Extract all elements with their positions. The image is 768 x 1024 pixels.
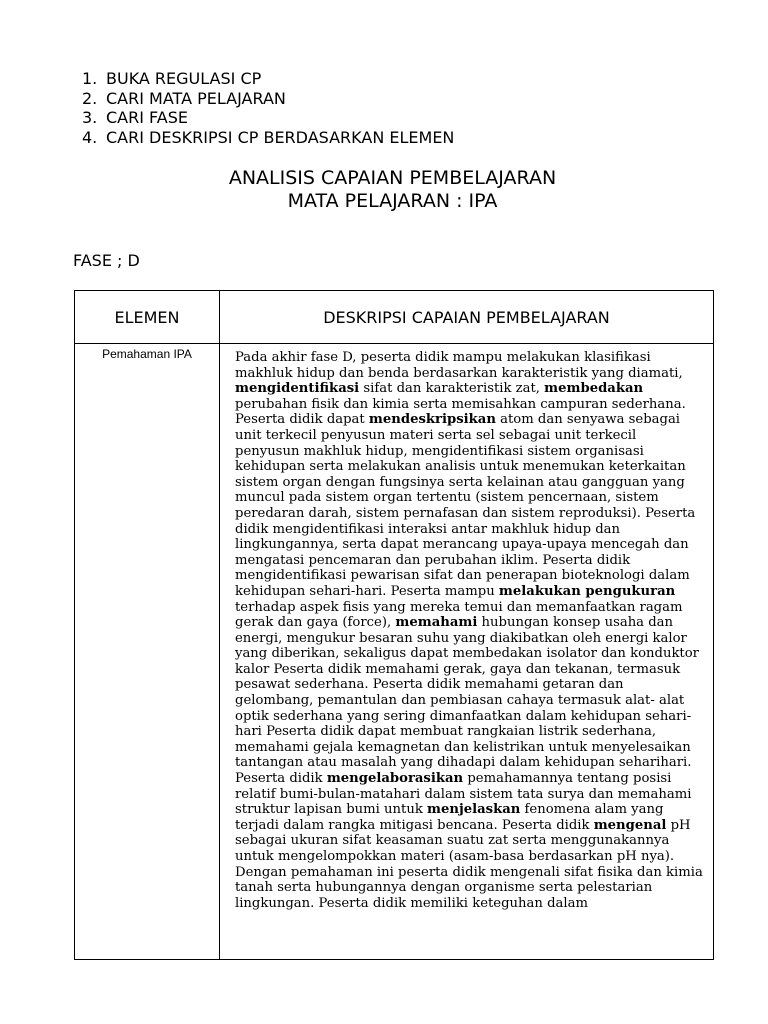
deskripsi-keyword: melakukan pengukuran [498, 583, 676, 599]
fase-label: FASE ; D [73, 251, 140, 270]
step-number: 4. [82, 127, 98, 147]
elemen-cell [75, 344, 220, 960]
table-header-row [75, 291, 714, 344]
deskripsi-segment: perubahan fisik dan kimia serta memisahkan campuran sederhana. Peserta didik dapat [235, 396, 686, 428]
step-item [82, 89, 454, 109]
deskripsi-keyword: mengidentifikasi [235, 381, 360, 397]
deskripsi-keyword: memahami [395, 615, 478, 631]
deskripsi-keyword: mendeskripsikan [368, 412, 496, 428]
deskripsi-keyword: mengelaborasikan [326, 771, 464, 787]
cp-table [74, 290, 714, 960]
deskripsi-text [220, 344, 713, 959]
header-deskripsi: DESKRIPSI CAPAIAN PEMBELAJARAN [220, 291, 714, 344]
deskripsi-segment: pemahamannya tentang posisi relatif bumi-bulan-matahari dalam sistem tata surya dan memahami struktur lapisan bumi untuk [235, 771, 692, 818]
step-item [82, 69, 454, 89]
deskripsi-segment: pH sebagai ukuran sifat keasaman suatu zat serta menggunakannya untuk mengelompokkan materi (asam-basa berdasarkan pH nya). Dengan pemahaman ini peserta didik mengenali sifat fisika dan kimia tanah serta hubungannya dengan organisme serta pelestarian lingkungan. Peserta didik memiliki keteguhan dalam [235, 817, 703, 911]
deskripsi-keyword: mengenal [593, 817, 667, 833]
step-number: 2. [82, 88, 98, 108]
step-text: CARI DESKRIPSI CP BERDASARKAN ELEMEN [106, 127, 455, 147]
deskripsi-segment: Pada akhir fase D, peserta didik mampu melakukan klasifikasi makhluk hidup dan benda berdasarkan karakteristik yang diamati, [235, 350, 683, 381]
deskripsi-keyword: menjelaskan [427, 802, 521, 818]
deskripsi-segment: fenomena alam yang terjadi dalam rangka mitigasi bencana. Peserta didik [235, 802, 664, 833]
deskripsi-keyword: membedakan [544, 381, 644, 397]
header-elemen: ELEMEN [75, 291, 220, 344]
title-line-1: ANALISIS CAPAIAN PEMBELAJARAN [228, 167, 557, 189]
steps-list [82, 69, 454, 147]
step-number: 1. [82, 69, 98, 88]
table-row [75, 344, 714, 960]
deskripsi-cell [220, 344, 714, 960]
deskripsi-segment: terhadap aspek fisis yang mereka temui dan memanfaatkan ragam gerak dan gaya (force), [235, 599, 683, 631]
document-title [0, 167, 768, 213]
step-item [82, 108, 454, 128]
deskripsi-segment: hubungan konsep usaha dan energi, mengukur besaran suhu yang diakibatkan oleh energi kalor yang diberikan, sekaligus dapat membedakan isolator dan konduktor kalor Peserta didik memahami gerak, gaya dan tekanan, termasuk pesawat sederhana. Peserta didik memahami getaran dan gelombang, pemantulan dan pembiasan cahaya termasuk alat- alat optik sederhana yang sering dimanfaatkan dalam kehidupan sehari-hari Peserta didik dapat membuat rangkaian listrik sederhana, memahami gejala kemagnetan dan kelistrikan untuk menyelesaikan tantangan atau masalah yang dihadapi dalam kehidupan seharihari. Peserta didik [235, 615, 699, 787]
elemen-name: Pemahaman IPA [102, 347, 192, 361]
deskripsi-segment: sifat dan karakteristik zat, [359, 381, 545, 397]
step-text: CARI FASE [106, 108, 188, 127]
title-line-2: MATA PELAJARAN : IPA [287, 190, 498, 212]
step-number: 3. [82, 108, 98, 127]
step-item [82, 128, 454, 148]
deskripsi-segment: atom dan senyawa sebagai unit terkecil penyusun materi serta sel sebagai unit terkecil penyusun makhluk hidup, mengidentifikasi sistem organisasi kehidupan serta melakukan analisis untuk menemukan keterkaitan sistem organ dengan fungsinya serta kelainan atau gangguan yang muncul pada sistem organ tertentu (sistem pencernaan, sistem peredaran darah, sistem pernafasan dan sistem reproduksi). Peserta didik mengidentifikasi interaksi antar makhluk hidup dan lingkungannya, serta dapat merancang upaya-upaya mencegah dan mengatasi pencemaran dan perubahan iklim. Peserta didik mengidentifikasi pewarisan sifat dan penerapan bioteknologi dalam kehidupan sehari-hari. Peserta mampu [235, 412, 696, 599]
step-text: BUKA REGULASI CP [106, 69, 262, 88]
step-text: CARI MATA PELAJARAN [106, 88, 286, 108]
